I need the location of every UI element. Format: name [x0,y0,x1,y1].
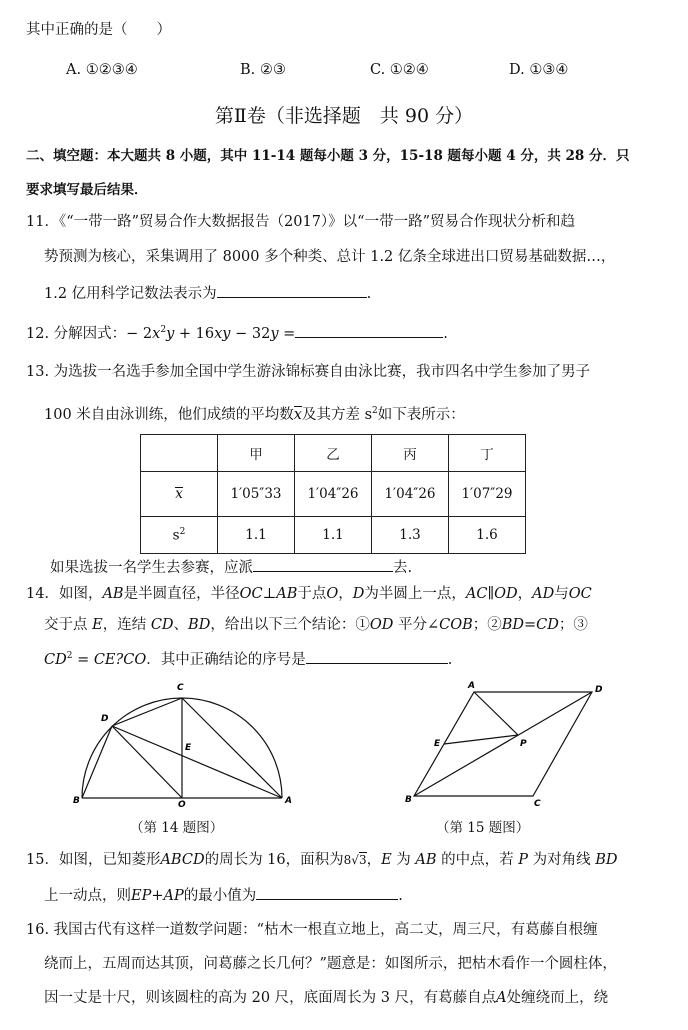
q15-text: 的中点，若 [441,852,514,868]
instructions-line-1: 二、填空题：本大题共 8 小题，其中 11-14 题每小题 3 分，15-18 题每小题 4 分，共 28 分．只 [26,148,630,164]
q14-math: ⊥ [262,586,277,602]
q13-text: 如果选拔一名学生去参赛，应派 [50,560,253,576]
option-label: A. [66,62,82,78]
q14-text: 为半圆上一点， [364,586,466,602]
q12-eq: = [278,325,296,342]
q13-line-2 [44,401,465,425]
q15-end: . [398,888,403,904]
q14-text: 14．如图， [26,586,103,602]
option-label: B. [240,62,256,78]
q14-text: 交于点 [44,617,88,633]
option-c [370,62,429,78]
q11-end: . [366,286,372,302]
option-label: D. [509,62,525,78]
figure-14-caption: （第 14 题图） [130,820,224,836]
table-header: 甲 [218,435,295,472]
q16-line-3 [44,988,608,1008]
variance-exp: 2 [179,526,186,537]
q15-text: 为 [396,852,411,868]
table-cell: 1′05″33 [218,472,295,517]
q14-text: 是半圆直径，半径 [123,586,240,602]
answer-blank[interactable] [256,884,398,900]
table-cell: 1′04″26 [295,472,372,517]
q12-var: y [166,325,175,342]
q14-math: BD=CD [501,617,559,633]
section-title: 第Ⅱ卷（非选择题 共 90 分） [214,105,474,127]
table-row-label [141,517,218,554]
q12-var: xy [214,325,231,342]
area-value [344,852,367,867]
q15-math: P [518,852,529,868]
q12-expr: − 2 [126,325,153,342]
q14-text: ， [338,586,353,602]
option-a [66,62,138,78]
q11-line-2: 势预测为核心，采集调用了 8000 多个种类、总计 1.2 亿条全球进出口贸易基础数据…， [44,249,616,265]
q15-math: BD [595,852,618,868]
q15-math: E [381,852,392,868]
q13-line-1: 13. 为选拔一名选手参加全国中学生游泳锦标赛自由泳比赛，我市四名中学生参加了男子 [26,364,591,380]
q16-line-1: 16. 我国古代有这样一道数学问题：“枯木一根直立地上，高二丈，周三尺，有葛藤自根缠 [26,922,598,938]
q16-text: 处缠绕而上，绕 [506,990,609,1006]
figure-15 [398,678,613,810]
q15-text: 的周长为 16，面积为 [204,852,344,868]
scores-table [140,434,526,554]
q15-math: AB [415,852,437,868]
q14-math: AB [102,586,124,602]
q12-var: y [270,325,279,342]
chord-ad [112,726,282,798]
table-row [141,472,526,517]
q15-text: 的最小值为 [183,888,257,904]
table-cell: 1.6 [449,517,526,554]
q14-math: AB [276,586,298,602]
q14-math: CD [150,617,174,633]
q14-exp: 2 [66,651,73,661]
q14-math: CD [44,651,67,668]
answer-blank[interactable] [306,648,448,664]
variance-symbol: s [172,527,180,544]
q14-text: 于点 [297,586,327,602]
figure-15-caption: （第 15 题图） [436,820,530,836]
point-label-a: A [285,796,292,806]
q14-math: OD [369,617,394,633]
q16-text: 因一丈是十尺，则该圆柱的高为 20 尺，底面周长为 3 尺，有葛藤自点 [44,990,497,1006]
q14-math: OC [568,586,592,602]
answer-blank[interactable] [295,322,443,338]
q12-exp: 2 [160,325,167,335]
q14-text: ．其中正确结论的序号是 [146,651,306,668]
q13-text: 及其方差 s [301,406,373,423]
q12-end: . [443,325,448,342]
table-row [141,517,526,554]
q14-text: ，给出以下三个结论：① [210,617,370,633]
mean-symbol: x [293,406,302,423]
q14-text: 平分∠ [397,617,440,633]
option-b [240,62,286,78]
q12-expr: − 32 [230,325,271,342]
point-label-d: D [595,685,603,695]
point-label-a: A [468,681,475,691]
chord-bd [82,726,112,798]
q14-text: 与 [554,586,569,602]
area-coefficient: 8 [343,853,352,867]
option-text: ②③ [259,62,286,78]
answer-blank[interactable] [253,556,393,572]
q15-text: ， [366,852,382,868]
chord-cd [112,698,182,726]
point-label-b: B [405,795,412,805]
q14-math: OC [239,586,263,602]
q15-line-2 [44,884,403,906]
q15-text: 为对角线 [532,852,591,868]
q15-math: EP+AP [131,888,184,904]
q14-math: D [352,586,365,602]
figure-14 [70,678,300,810]
q14-line-3 [44,646,452,670]
mean-symbol: x [175,486,183,502]
table-cell: 1.3 [372,517,449,554]
q14-text: ；② [472,617,502,633]
q14-math: AC∥OD [465,586,518,602]
point-label-p: P [520,739,527,749]
q11-line-3 [44,282,371,304]
q13-end: 去. [393,560,413,576]
sqrt-symbol: √ [351,853,359,867]
table-row-label [141,472,218,517]
point-label-e: E [185,743,192,753]
table-cell [141,435,218,472]
table-cell: 1′04″26 [372,472,449,517]
diagonal-bd [414,692,592,796]
option-label: C. [370,62,386,78]
answer-blank[interactable] [217,282,367,298]
q13-line-3 [50,556,412,578]
q13-text: 如下表所示： [377,406,465,423]
q15-line-1 [26,850,618,870]
q13-text: 100 米自由泳训练，他们成绩的平均数 [44,406,294,423]
q13-exp: 2 [372,406,378,416]
q14-math: AD [532,586,555,602]
q12-var: x [152,325,161,342]
q14-math: E [92,617,103,633]
q15-text: 上一动点，则 [44,888,131,904]
point-label-c: C [177,683,184,693]
q14-math: O [326,586,339,602]
table-row [141,435,526,472]
option-d [509,62,568,78]
q11-line-1: 11．《“一带一路”贸易合作大数据报告（2017）》以“一带一路”贸易合作现状分析和趋 [26,214,576,230]
q14-line-1 [26,584,592,604]
table-cell: 1′07″29 [449,472,526,517]
point-label-c: C [534,799,541,809]
area-radicand: 3 [358,853,367,867]
chord-ac [182,698,282,798]
option-text: ①②③④ [85,62,138,78]
segment-ep [444,735,518,744]
q11-text: 1.2 亿用科学记数法表示为 [44,286,217,302]
point-label-d: D [101,714,109,724]
q14-line-2 [44,615,588,635]
point-label-o: O [178,800,186,810]
option-text: ①②④ [389,62,429,78]
q14-text: ，连结 [102,617,147,633]
q14-math: BD [188,617,211,633]
q14-end: . [447,651,453,668]
q15-math: ABCD [160,852,205,868]
instructions-line-2: 要求填写最后结果． [26,182,148,198]
table-cell: 1.1 [218,517,295,554]
q12-line [26,320,448,344]
q15-text: 15．如图，已知菱形 [26,852,161,868]
table-header: 丙 [372,435,449,472]
option-text: ①③④ [529,62,569,78]
q12-expr: + 16 [174,325,215,342]
q14-text: ；③ [558,617,588,633]
q16-line-2: 绕而上，五周而达其顶，问葛藤之长几何？”题意是：如图所示，把枯木看作一个圆柱体， [44,956,617,972]
q10-tail: 其中正确的是（ ） [26,22,171,38]
table-cell: 1.1 [295,517,372,554]
segment-ap [474,692,518,735]
q16-math: A [496,990,507,1006]
q12-prefix: 12. 分解因式： [26,325,127,342]
point-label-b: B [73,796,80,806]
q14-math: = CE?CO [72,651,147,668]
segment-od [112,726,182,798]
q14-math: COB [439,617,473,633]
table-header: 乙 [295,435,372,472]
q14-text: ， [517,586,533,602]
point-label-e: E [434,739,441,749]
table-header: 丁 [449,435,526,472]
q14-text: 、 [173,617,189,633]
